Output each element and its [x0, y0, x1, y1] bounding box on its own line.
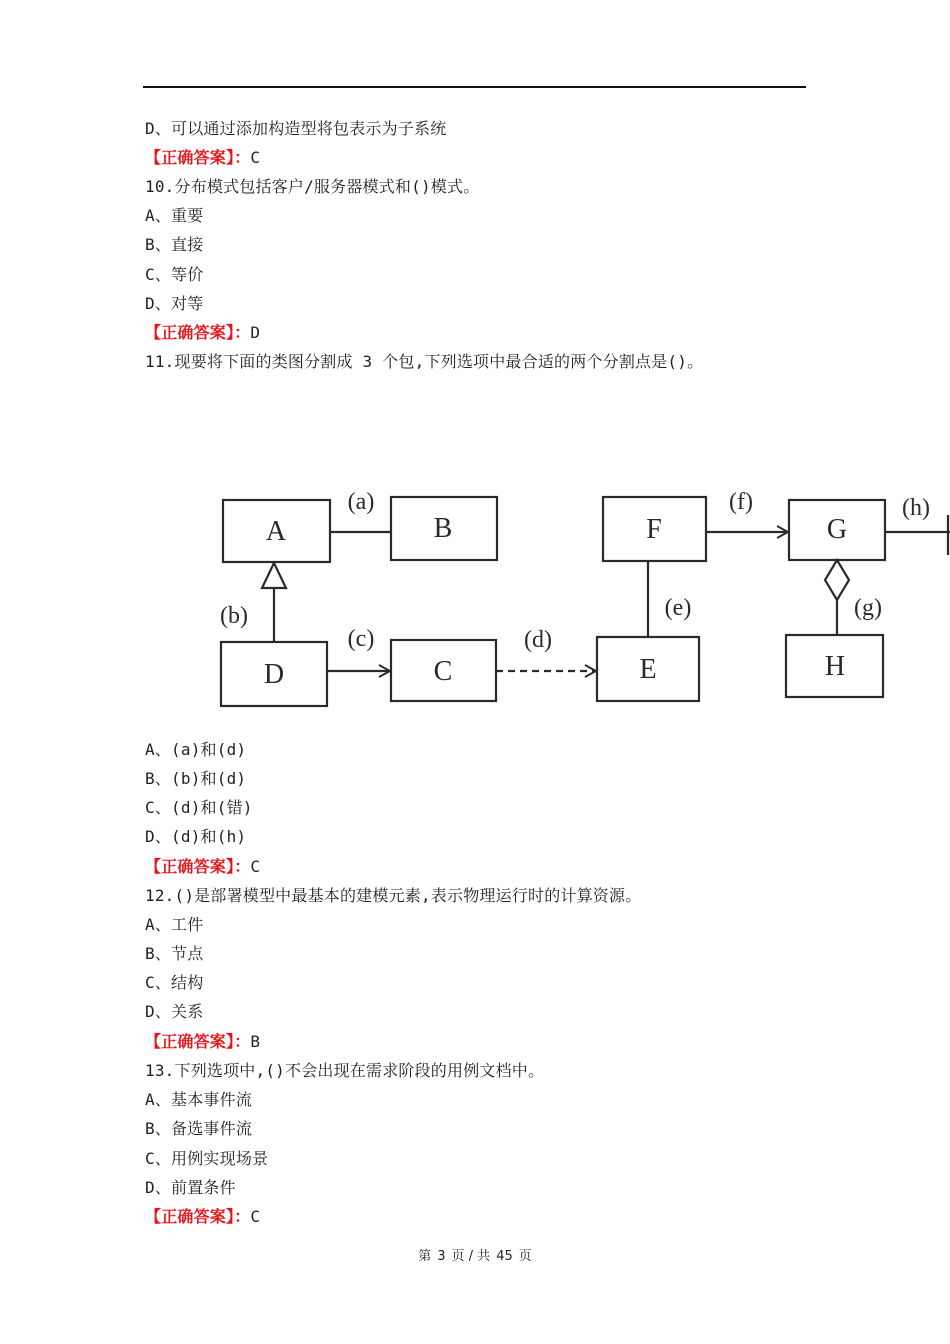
relation-a [330, 489, 391, 532]
relation-e [648, 561, 691, 637]
option-line: D、对等 [145, 294, 204, 313]
question-line: 12.()是部署模型中最基本的建模元素,表示物理运行时的计算资源。 [145, 886, 642, 905]
svg-text:(d): (d) [524, 627, 552, 653]
svg-text:B: B [433, 513, 453, 544]
svg-text:(g): (g) [854, 595, 882, 621]
svg-text:(c): (c) [347, 626, 375, 652]
option-line: C、结构 [145, 973, 204, 992]
answer-line [145, 1032, 260, 1052]
answer-label: 【正确答案】： [145, 1032, 251, 1051]
class-b [391, 497, 497, 560]
class-f [603, 497, 706, 561]
option-line: A、基本事件流 [145, 1090, 253, 1109]
svg-text:F: F [646, 514, 662, 545]
relation-d [496, 627, 596, 671]
option-line: C、(d)和(错) [145, 798, 253, 817]
option-line: C、等价 [145, 265, 204, 284]
option-line: D、前置条件 [145, 1178, 236, 1197]
svg-text:G: G [826, 514, 848, 545]
answer-value: C [250, 857, 261, 876]
answer-label: 【正确答案】： [145, 1207, 251, 1226]
svg-text:(e): (e) [664, 595, 692, 621]
answer-line [145, 1207, 260, 1227]
option-line: A、重要 [145, 206, 204, 225]
class-h [786, 635, 883, 697]
option-line: A、(a)和(d) [145, 740, 247, 759]
class-a [223, 500, 330, 562]
page-footer [0, 1245, 950, 1264]
option-line: D、关系 [145, 1002, 204, 1021]
answer-line [145, 148, 260, 168]
option-line: A、工件 [145, 915, 204, 934]
svg-text:D: D [263, 659, 285, 690]
option-line: B、节点 [145, 944, 204, 963]
footer-suffix: 页 [518, 1249, 532, 1264]
option-line: B、备选事件流 [145, 1119, 253, 1138]
svg-text:E: E [639, 654, 657, 685]
relation-h [885, 495, 950, 555]
answer-value: C [250, 1207, 261, 1226]
answer-label: 【正确答案】： [145, 323, 251, 342]
option-line: B、(b)和(d) [145, 769, 247, 788]
class-c [391, 640, 496, 701]
option-line: D、(d)和(h) [145, 827, 247, 846]
footer-total-pages: 45 [496, 1249, 513, 1264]
question-line: 10.分布模式包括客户/服务器模式和()模式。 [145, 177, 480, 196]
answer-label: 【正确答案】： [145, 857, 251, 876]
svg-text:A: A [265, 516, 287, 547]
answer-value: B [250, 1032, 261, 1051]
class-d [221, 642, 327, 706]
svg-text:C: C [433, 656, 453, 687]
answer-line [145, 323, 260, 343]
relation-b [220, 563, 286, 642]
svg-text:(h): (h) [902, 495, 930, 521]
footer-prefix: 第 [418, 1249, 432, 1264]
header-rule [143, 86, 806, 88]
relation-g [825, 560, 882, 635]
question-line: 13.下列选项中,()不会出现在需求阶段的用例文档中。 [145, 1061, 545, 1080]
class-g [789, 500, 885, 560]
footer-mid: 页 / 共 [451, 1249, 491, 1264]
answer-label: 【正确答案】： [145, 148, 251, 167]
answer-line [145, 857, 260, 877]
footer-page-number: 3 [437, 1249, 446, 1264]
uml-class-diagram [150, 445, 950, 725]
svg-text:H: H [824, 651, 846, 682]
svg-text:(a): (a) [347, 489, 375, 515]
relation-c [327, 626, 390, 671]
option-line: C、用例实现场景 [145, 1149, 269, 1168]
answer-value: C [250, 148, 261, 167]
relation-f [706, 489, 788, 532]
option-line: B、直接 [145, 235, 204, 254]
svg-text:(b): (b) [220, 603, 248, 629]
class-e [597, 637, 699, 701]
answer-value: D [250, 323, 261, 342]
option-line: D、可以通过添加构造型将包表示为子系统 [145, 119, 447, 138]
question-line: 11.现要将下面的类图分割成 3 个包,下列选项中最合适的两个分割点是()。 [145, 352, 704, 371]
svg-text:(f): (f) [729, 489, 753, 515]
